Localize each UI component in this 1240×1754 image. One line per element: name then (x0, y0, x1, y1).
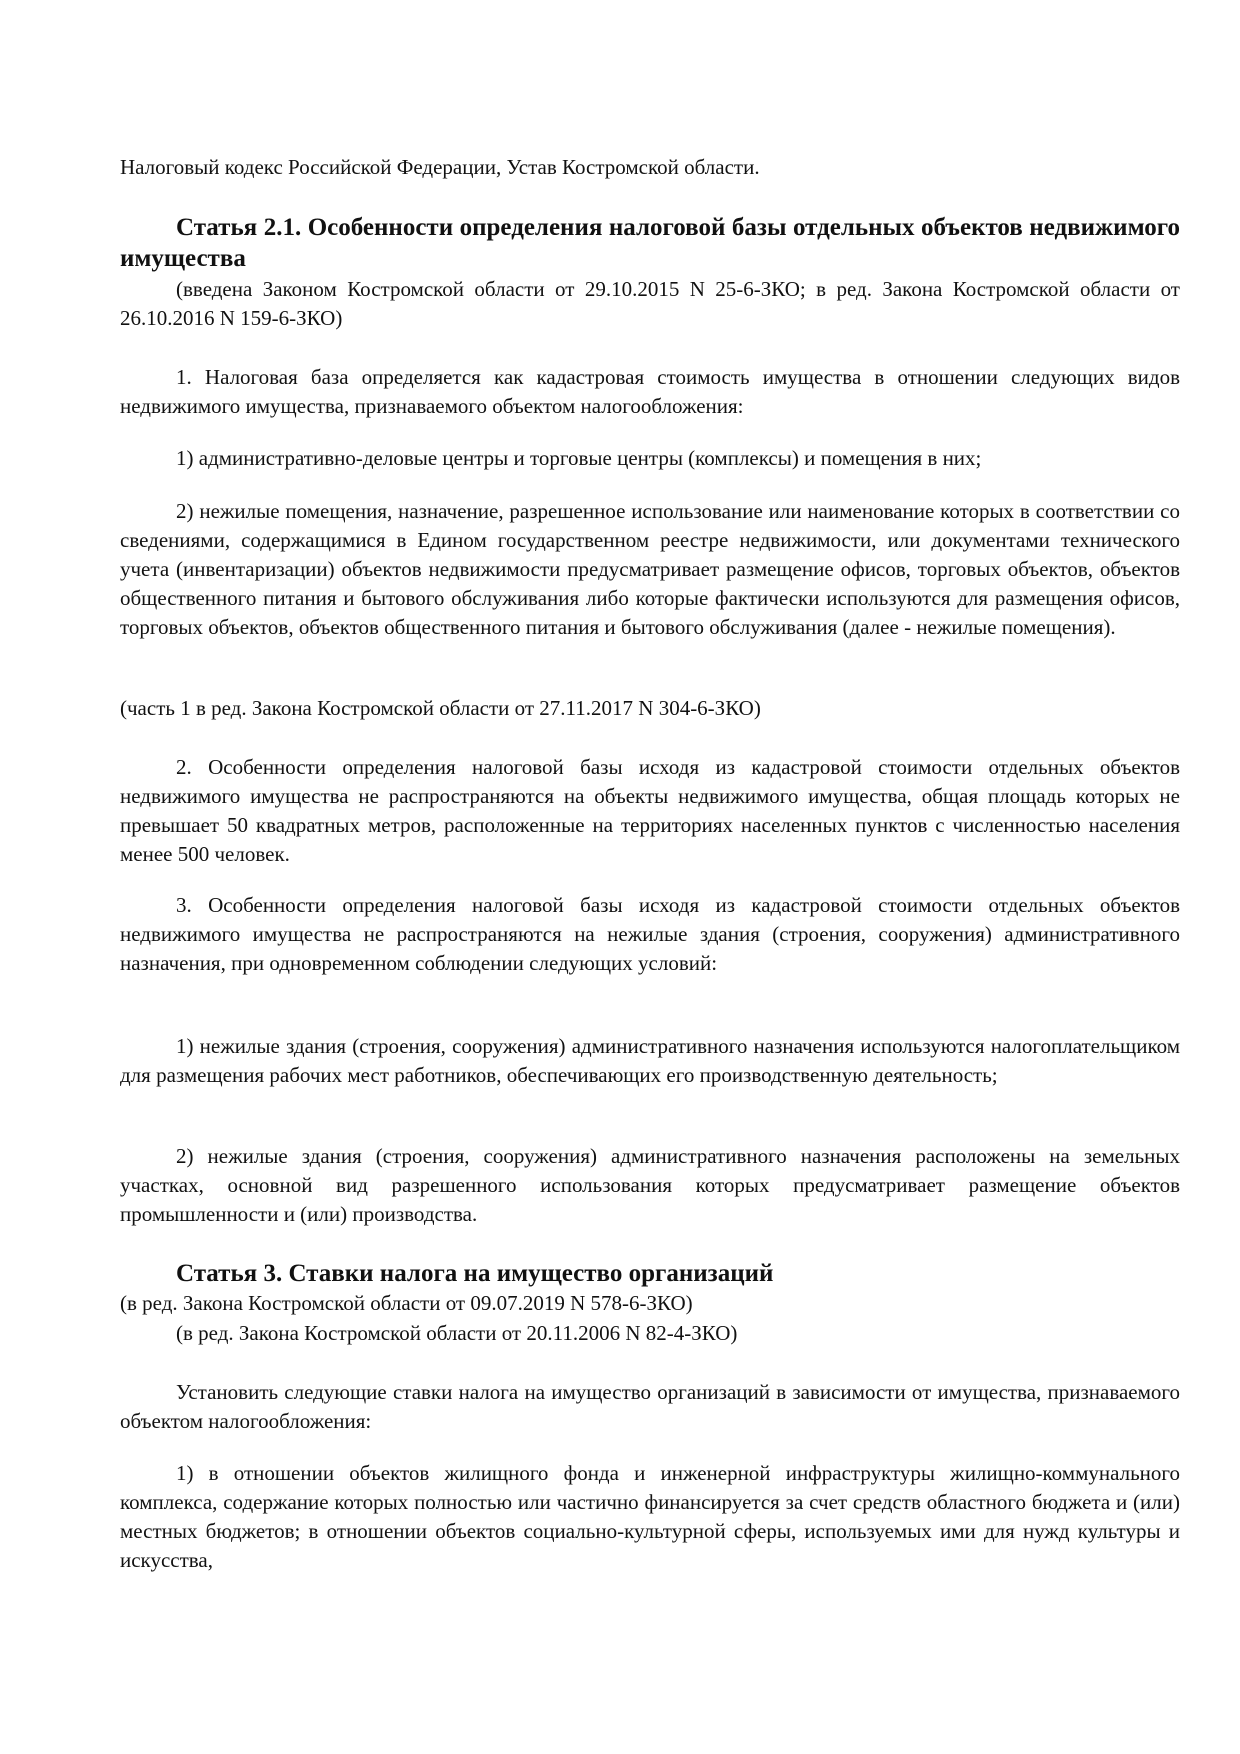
article-2-1-p3: 3. Особенности определения налоговой базы исходя из кадастровой стоимости отдельных объектов недвижимого имущества не распространяются на нежилые здания (строения, сооружения) административного назначения, при одновременном соблюдении следующих условий: (120, 893, 1180, 975)
article-2-1-p3-item1: 1) нежилые здания (строения, сооружения) административного назначения используются налогоплательщиком для размещения рабочих мест работников, обеспечивающих его производственную деятельность; (120, 1034, 1180, 1087)
intro-line: Налоговый кодекс Российской Федерации, Устав Костромской области. (120, 155, 760, 179)
article-3-item1: 1) в отношении объектов жилищного фонда и инженерной инфраструктуры жилищно-коммунального комплекса, содержание которых полностью или частично финансируется за счет средств областного бюджета и (или) местных бюджетов; в отношении объектов социально-культурной сферы, используемых ими для нужд культуры и искусства, (120, 1461, 1180, 1572)
article-2-1-p1-note: (часть 1 в ред. Закона Костромской области от 27.11.2017 N 304-6-ЗКО) (120, 696, 761, 720)
article-2-1-p1: 1. Налоговая база определяется как кадастровая стоимость имущества в отношении следующих видов недвижимого имущества, признаваемого объектом налогообложения: (120, 365, 1180, 418)
article-3-note2: (в ред. Закона Костромской области от 20.11.2006 N 82-4-ЗКО) (176, 1321, 738, 1345)
article-2-1-p2: 2. Особенности определения налоговой базы исходя из кадастровой стоимости отдельных объектов недвижимого имущества не распространяются на объекты недвижимого имущества, общая площадь которых не превышает 50 квадратных метров, расположенные на территориях населенных пунктов с численностью населения менее 500 человек. (120, 755, 1180, 866)
article-3-p1: Установить следующие ставки налога на имущество организаций в зависимости от имущества, признаваемого объектом налогообложения: (120, 1380, 1180, 1433)
article-2-1-p1-item1: 1) административно-деловые центры и торговые центры (комплексы) и помещения в них; (176, 446, 982, 470)
article-2-1-p3-item2: 2) нежилые здания (строения, сооружения) административного назначения расположены на земельных участках, основной вид разрешенного использования которых предусматривает размещение объектов промышленности и (или) производства. (120, 1144, 1180, 1226)
article-2-1-title: Статья 2.1. Особенности определения налоговой базы отдельных объектов недвижимого имущества (120, 214, 1180, 272)
article-3-note1: (в ред. Закона Костромской области от 09.07.2019 N 578-6-ЗКО) (120, 1291, 693, 1315)
article-2-1-note: (введена Законом Костромской области от 29.10.2015 N 25-6-ЗКО; в ред. Закона Костромской области от 26.10.2016 N 159-6-ЗКО) (120, 277, 1180, 330)
article-3-title: Статья 3. Ставки налога на имущество организаций (176, 1260, 774, 1287)
article-2-1-p1-item2: 2) нежилые помещения, назначение, разрешенное использование или наименование которых в соответствии со сведениями, содержащимися в Едином государственном реестре недвижимости, или документами технического учета (инвентаризации) объектов недвижимости предусматривает размещение офисов, торговых объектов, объектов общественного питания и бытового обслуживания либо которые фактически используются для размещения офисов, торговых объектов, объектов общественного питания и бытового обслуживания (далее - нежилые помещения). (120, 499, 1180, 639)
